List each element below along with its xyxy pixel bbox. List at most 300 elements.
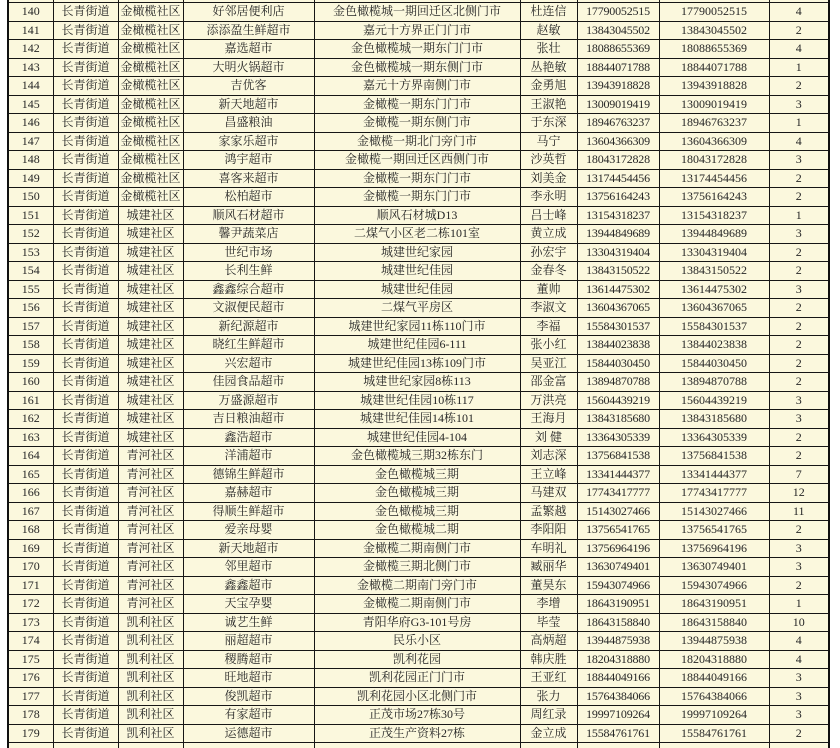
table-row [8,558,829,577]
store-name-cell: 运德超市 [183,724,314,743]
community-cell: 金橄榄社区 [118,151,183,170]
phone-cell: 13843150522 [577,262,659,281]
store-name-cell: 嘉选超市 [183,40,314,59]
community-cell: 城建社区 [118,317,183,336]
address-cell: 城建世纪佳园14栋101 [314,410,520,429]
store-name-cell: 鑫鑫超市 [183,576,314,595]
community-cell: 金橄榄社区 [118,58,183,77]
street-cell: 长青街道 [53,724,118,743]
community-cell: 凯利社区 [118,724,183,743]
address-cell: 金橄榄三期北侧门市 [314,558,520,577]
phone-repeat-cell: 13614475302 [659,280,769,299]
count-cell: 2 [769,169,829,188]
street-cell: 长青街道 [53,21,118,40]
count-cell: 4 [769,3,829,22]
row-number-cell: 140 [8,3,53,22]
row-number-cell: 160 [8,373,53,392]
phone-cell [577,743,659,748]
table-row [8,336,829,355]
phone-cell: 13630749401 [577,558,659,577]
phone-repeat-cell: 18643190951 [659,595,769,614]
phone-cell: 18844049166 [577,669,659,688]
phone-cell: 18204318880 [577,650,659,669]
phone-repeat-cell: 13009019419 [659,95,769,114]
table-row [8,650,829,669]
contact-name-cell: 沙英哲 [520,151,577,170]
street-cell: 长青街道 [53,299,118,318]
contact-name-cell: 董昊东 [520,576,577,595]
phone-cell: 18643158840 [577,613,659,632]
contact-name-cell: 张力 [520,687,577,706]
phone-repeat-cell: 13341444377 [659,465,769,484]
phone-cell: 17743417777 [577,484,659,503]
street-cell: 长青街道 [53,428,118,447]
contact-name-cell: 高炳超 [520,632,577,651]
count-cell: 2 [769,354,829,373]
table-row [8,317,829,336]
partial-row [8,743,829,748]
address-cell: 二煤气小区老二栋101室 [314,225,520,244]
count-cell: 3 [769,151,829,170]
count-cell: 3 [769,558,829,577]
row-number-cell: 162 [8,410,53,429]
contact-name-cell: 李淑文 [520,299,577,318]
address-cell: 金色橄榄城三期32栋东门 [314,447,520,466]
store-name-cell: 好邻居便利店 [183,3,314,22]
street-cell: 长青街道 [53,206,118,225]
table-row [8,169,829,188]
row-number-cell: 159 [8,354,53,373]
table-row [8,447,829,466]
store-name-cell: 添添盈生鲜超市 [183,21,314,40]
community-cell: 城建社区 [118,206,183,225]
contact-name-cell: 李阳阳 [520,521,577,540]
address-cell: 城建世纪家园11栋110门市 [314,317,520,336]
phone-cell: 18643190951 [577,595,659,614]
store-name-cell: 诚艺生鲜 [183,613,314,632]
phone-repeat-cell: 15943074966 [659,576,769,595]
contact-name-cell: 金勇旭 [520,77,577,96]
count-cell: 1 [769,595,829,614]
table-row [8,132,829,151]
table-row [8,391,829,410]
row-number-cell: 173 [8,613,53,632]
contact-name-cell: 李增 [520,595,577,614]
community-cell: 凯利社区 [118,687,183,706]
table-row [8,58,829,77]
community-cell: 城建社区 [118,391,183,410]
phone-repeat-cell: 15764384066 [659,687,769,706]
row-number-cell: 179 [8,724,53,743]
address-cell: 青阳华府G3-101号房 [314,613,520,632]
store-name-cell: 俊凯超市 [183,687,314,706]
table-row [8,262,829,281]
street-cell: 长青街道 [53,484,118,503]
table-row [8,484,829,503]
address-cell: 金色橄榄城一期东侧门市 [314,58,520,77]
community-cell: 城建社区 [118,410,183,429]
community-cell: 金橄榄社区 [118,95,183,114]
count-cell: 2 [769,77,829,96]
contact-name-cell: 吕士峰 [520,206,577,225]
table-row [8,428,829,447]
row-number-cell: 171 [8,576,53,595]
store-name-cell: 德锦生鲜超市 [183,465,314,484]
row-number-cell: 153 [8,243,53,262]
contact-name-cell: 马建双 [520,484,577,503]
row-number-cell: 158 [8,336,53,355]
community-cell: 城建社区 [118,280,183,299]
street-cell: 长青街道 [53,262,118,281]
address-cell: 城建世纪佳园10栋117 [314,391,520,410]
store-name-cell: 长利生鲜 [183,262,314,281]
address-cell: 金橄榄二期南侧门市 [314,595,520,614]
count-cell: 2 [769,317,829,336]
address-cell: 城建世纪佳园13栋109门市 [314,354,520,373]
count-cell: 2 [769,262,829,281]
phone-repeat-cell: 13630749401 [659,558,769,577]
community-cell: 城建社区 [118,299,183,318]
address-cell: 嘉元十方界正门门市 [314,21,520,40]
community-cell: 金橄榄社区 [118,40,183,59]
phone-repeat-cell: 18088655369 [659,40,769,59]
row-number-cell: 168 [8,521,53,540]
community-cell: 金橄榄社区 [118,169,183,188]
phone-repeat-cell: 15604439219 [659,391,769,410]
contact-name-cell: 金立成 [520,724,577,743]
store-name-cell: 晓红生鲜超市 [183,336,314,355]
phone-repeat-cell: 13756841538 [659,447,769,466]
row-number-cell: 163 [8,428,53,447]
store-name-cell: 新纪源超市 [183,317,314,336]
community-cell: 城建社区 [118,262,183,281]
phone-cell: 13844023838 [577,336,659,355]
table-row [8,576,829,595]
address-cell: 城建世纪佳园4-104 [314,428,520,447]
table-row [8,502,829,521]
table-row [8,280,829,299]
contact-name-cell: 张壮 [520,40,577,59]
store-name-cell: 喜客来超市 [183,169,314,188]
phone-repeat-cell: 13756964196 [659,539,769,558]
count-cell: 1 [769,58,829,77]
street-cell: 长青街道 [53,539,118,558]
store-name-cell: 鸿宇超市 [183,151,314,170]
phone-repeat-cell: 13943918828 [659,77,769,96]
contact-name-cell: 杜连信 [520,3,577,22]
count-cell: 4 [769,132,829,151]
table-row [8,595,829,614]
phone-cell: 15143027466 [577,502,659,521]
community-cell: 青河社区 [118,576,183,595]
address-cell: 金色橄榄城三期 [314,502,520,521]
street-cell [53,743,118,748]
phone-cell: 13756164243 [577,188,659,207]
phone-repeat-cell: 13364305339 [659,428,769,447]
address-cell: 城建世纪佳园 [314,280,520,299]
contact-name-cell [520,743,577,748]
count-cell: 2 [769,724,829,743]
table-row [8,410,829,429]
address-cell: 民乐小区 [314,632,520,651]
table-row [8,95,829,114]
count-cell: 3 [769,539,829,558]
row-number-cell: 165 [8,465,53,484]
community-cell: 青河社区 [118,502,183,521]
phone-cell: 13843185680 [577,410,659,429]
store-name-cell: 鑫浩超市 [183,428,314,447]
phone-repeat-cell: 13944875938 [659,632,769,651]
phone-repeat-cell: 18204318880 [659,650,769,669]
phone-cell: 13756964196 [577,539,659,558]
store-name-cell: 天宝孕婴 [183,595,314,614]
phone-repeat-cell: 17743417777 [659,484,769,503]
contact-name-cell: 刘 健 [520,428,577,447]
table-row [8,521,829,540]
phone-repeat-cell: 13604366309 [659,132,769,151]
contact-name-cell: 王亚红 [520,669,577,688]
address-cell: 金橄榄一期东门门市 [314,188,520,207]
phone-cell: 18088655369 [577,40,659,59]
store-name-cell: 吉优客 [183,77,314,96]
count-cell: 7 [769,465,829,484]
count-cell: 10 [769,613,829,632]
store-name-cell: 兴宏超市 [183,354,314,373]
store-name-cell: 顺风石材超市 [183,206,314,225]
table-row [8,706,829,725]
community-cell: 城建社区 [118,243,183,262]
street-cell: 长青街道 [53,465,118,484]
contact-name-cell: 车明礼 [520,539,577,558]
store-name-cell: 得顺生鲜超市 [183,502,314,521]
community-cell: 青河社区 [118,484,183,503]
table-row [8,373,829,392]
row-number-cell: 149 [8,169,53,188]
contact-name-cell: 孟繁越 [520,502,577,521]
street-cell: 长青街道 [53,40,118,59]
row-number-cell: 150 [8,188,53,207]
contact-name-cell: 周红录 [520,706,577,725]
street-cell: 长青街道 [53,595,118,614]
row-number-cell: 174 [8,632,53,651]
street-cell: 长青街道 [53,687,118,706]
address-cell: 金色橄榄城一期东门门市 [314,40,520,59]
store-name-cell: 嘉赫超市 [183,484,314,503]
phone-cell: 15943074966 [577,576,659,595]
address-cell: 金橄榄二期南门旁门市 [314,576,520,595]
phone-cell: 13304319404 [577,243,659,262]
contact-name-cell: 万洪亮 [520,391,577,410]
phone-repeat-cell: 15584761761 [659,724,769,743]
store-name-cell: 文淑便民超市 [183,299,314,318]
street-cell: 长青街道 [53,502,118,521]
contact-name-cell: 王淑艳 [520,95,577,114]
row-number-cell: 143 [8,58,53,77]
count-cell: 3 [769,391,829,410]
count-cell: 3 [769,669,829,688]
street-cell: 长青街道 [53,521,118,540]
count-cell: 12 [769,484,829,503]
community-cell: 金橄榄社区 [118,21,183,40]
phone-cell: 13174454456 [577,169,659,188]
row-number-cell: 169 [8,539,53,558]
phone-repeat-cell: 18043172828 [659,151,769,170]
street-cell: 长青街道 [53,77,118,96]
count-cell: 2 [769,299,829,318]
phone-repeat-cell: 13843045502 [659,21,769,40]
store-table-body [8,0,829,748]
table-row [8,243,829,262]
phone-repeat-cell: 13756541765 [659,521,769,540]
address-cell: 城建世纪家园8栋113 [314,373,520,392]
contact-name-cell: 丛艳敏 [520,58,577,77]
row-number-cell: 146 [8,114,53,133]
table-row [8,354,829,373]
count-cell: 2 [769,576,829,595]
phone-cell: 13604366309 [577,132,659,151]
phone-repeat-cell: 13843150522 [659,262,769,281]
table-row [8,21,829,40]
community-cell: 青河社区 [118,521,183,540]
address-cell: 金色橄榄城三期 [314,465,520,484]
table-row [8,465,829,484]
contact-name-cell: 董帅 [520,280,577,299]
community-cell: 城建社区 [118,225,183,244]
community-cell: 金橄榄社区 [118,77,183,96]
table-row [8,188,829,207]
phone-repeat-cell: 13304319404 [659,243,769,262]
contact-name-cell: 刘美金 [520,169,577,188]
phone-cell: 15764384066 [577,687,659,706]
count-cell: 4 [769,40,829,59]
table-row [8,613,829,632]
street-cell: 长青街道 [53,317,118,336]
contact-name-cell: 邵金富 [520,373,577,392]
phone-repeat-cell: 18643158840 [659,613,769,632]
community-cell [118,743,183,748]
store-name-cell: 大明火锅超市 [183,58,314,77]
community-cell: 金橄榄社区 [118,132,183,151]
contact-name-cell: 李永明 [520,188,577,207]
phone-cell: 18844071788 [577,58,659,77]
row-number-cell: 151 [8,206,53,225]
store-name-cell: 新天地超市 [183,95,314,114]
phone-cell: 13756541765 [577,521,659,540]
phone-repeat-cell: 18844071788 [659,58,769,77]
street-cell: 长青街道 [53,336,118,355]
row-number-cell: 154 [8,262,53,281]
phone-cell: 13604367065 [577,299,659,318]
street-cell: 长青街道 [53,151,118,170]
street-cell: 长青街道 [53,558,118,577]
phone-repeat-cell: 13843185680 [659,410,769,429]
table-row [8,724,829,743]
phone-cell: 15584761761 [577,724,659,743]
street-cell: 长青街道 [53,447,118,466]
community-cell: 城建社区 [118,354,183,373]
street-cell: 长青街道 [53,706,118,725]
count-cell: 3 [769,687,829,706]
count-cell: 1 [769,206,829,225]
phone-repeat-cell: 13604367065 [659,299,769,318]
phone-cell: 13894870788 [577,373,659,392]
street-cell: 长青街道 [53,354,118,373]
table-row [8,632,829,651]
table-row [8,114,829,133]
street-cell: 长青街道 [53,225,118,244]
count-cell: 11 [769,502,829,521]
street-cell: 长青街道 [53,169,118,188]
contact-name-cell: 刘志深 [520,447,577,466]
address-cell: 凯利花园 [314,650,520,669]
phone-repeat-cell: 13154318237 [659,206,769,225]
contact-name-cell: 孙宏宇 [520,243,577,262]
contact-name-cell: 毕莹 [520,613,577,632]
address-cell: 金色橄榄城一期回迁区北侧门市 [314,3,520,22]
row-number-cell: 161 [8,391,53,410]
store-name-cell: 稷腾超市 [183,650,314,669]
count-cell [769,743,829,748]
row-number-cell: 157 [8,317,53,336]
community-cell: 青河社区 [118,539,183,558]
street-cell: 长青街道 [53,243,118,262]
address-cell: 金橄榄一期北门旁门市 [314,132,520,151]
phone-cell: 13843045502 [577,21,659,40]
phone-repeat-cell: 13894870788 [659,373,769,392]
store-name-cell: 昌盛粮油 [183,114,314,133]
table-row [8,151,829,170]
street-cell: 长青街道 [53,132,118,151]
count-cell: 2 [769,447,829,466]
community-cell: 凯利社区 [118,632,183,651]
address-cell: 金橄榄一期东侧门市 [314,114,520,133]
phone-cell: 13944849689 [577,225,659,244]
community-cell: 凯利社区 [118,613,183,632]
phone-cell: 17790052515 [577,3,659,22]
count-cell: 2 [769,21,829,40]
row-number-cell: 141 [8,21,53,40]
phone-repeat-cell: 13756164243 [659,188,769,207]
count-cell: 3 [769,95,829,114]
address-cell: 二煤气平房区 [314,299,520,318]
street-cell: 长青街道 [53,391,118,410]
row-number-cell: 147 [8,132,53,151]
street-cell: 长青街道 [53,280,118,299]
store-name-cell: 有家超市 [183,706,314,725]
table-row [8,206,829,225]
street-cell: 长青街道 [53,3,118,22]
count-cell: 2 [769,243,829,262]
address-cell: 金橄榄二期南侧门市 [314,539,520,558]
store-name-cell: 鑫鑫综合超市 [183,280,314,299]
street-cell: 长青街道 [53,114,118,133]
phone-cell: 15584301537 [577,317,659,336]
contact-name-cell: 王海月 [520,410,577,429]
table-row [8,3,829,22]
phone-cell: 13341444377 [577,465,659,484]
row-number-cell: 177 [8,687,53,706]
phone-repeat-cell: 17790052515 [659,3,769,22]
contact-name-cell: 臧丽华 [520,558,577,577]
store-name-cell: 邻里超市 [183,558,314,577]
count-cell: 4 [769,650,829,669]
contact-name-cell: 于东深 [520,114,577,133]
row-number-cell: 167 [8,502,53,521]
community-cell: 金橄榄社区 [118,3,183,22]
table-row [8,77,829,96]
phone-cell: 18043172828 [577,151,659,170]
table-row [8,687,829,706]
